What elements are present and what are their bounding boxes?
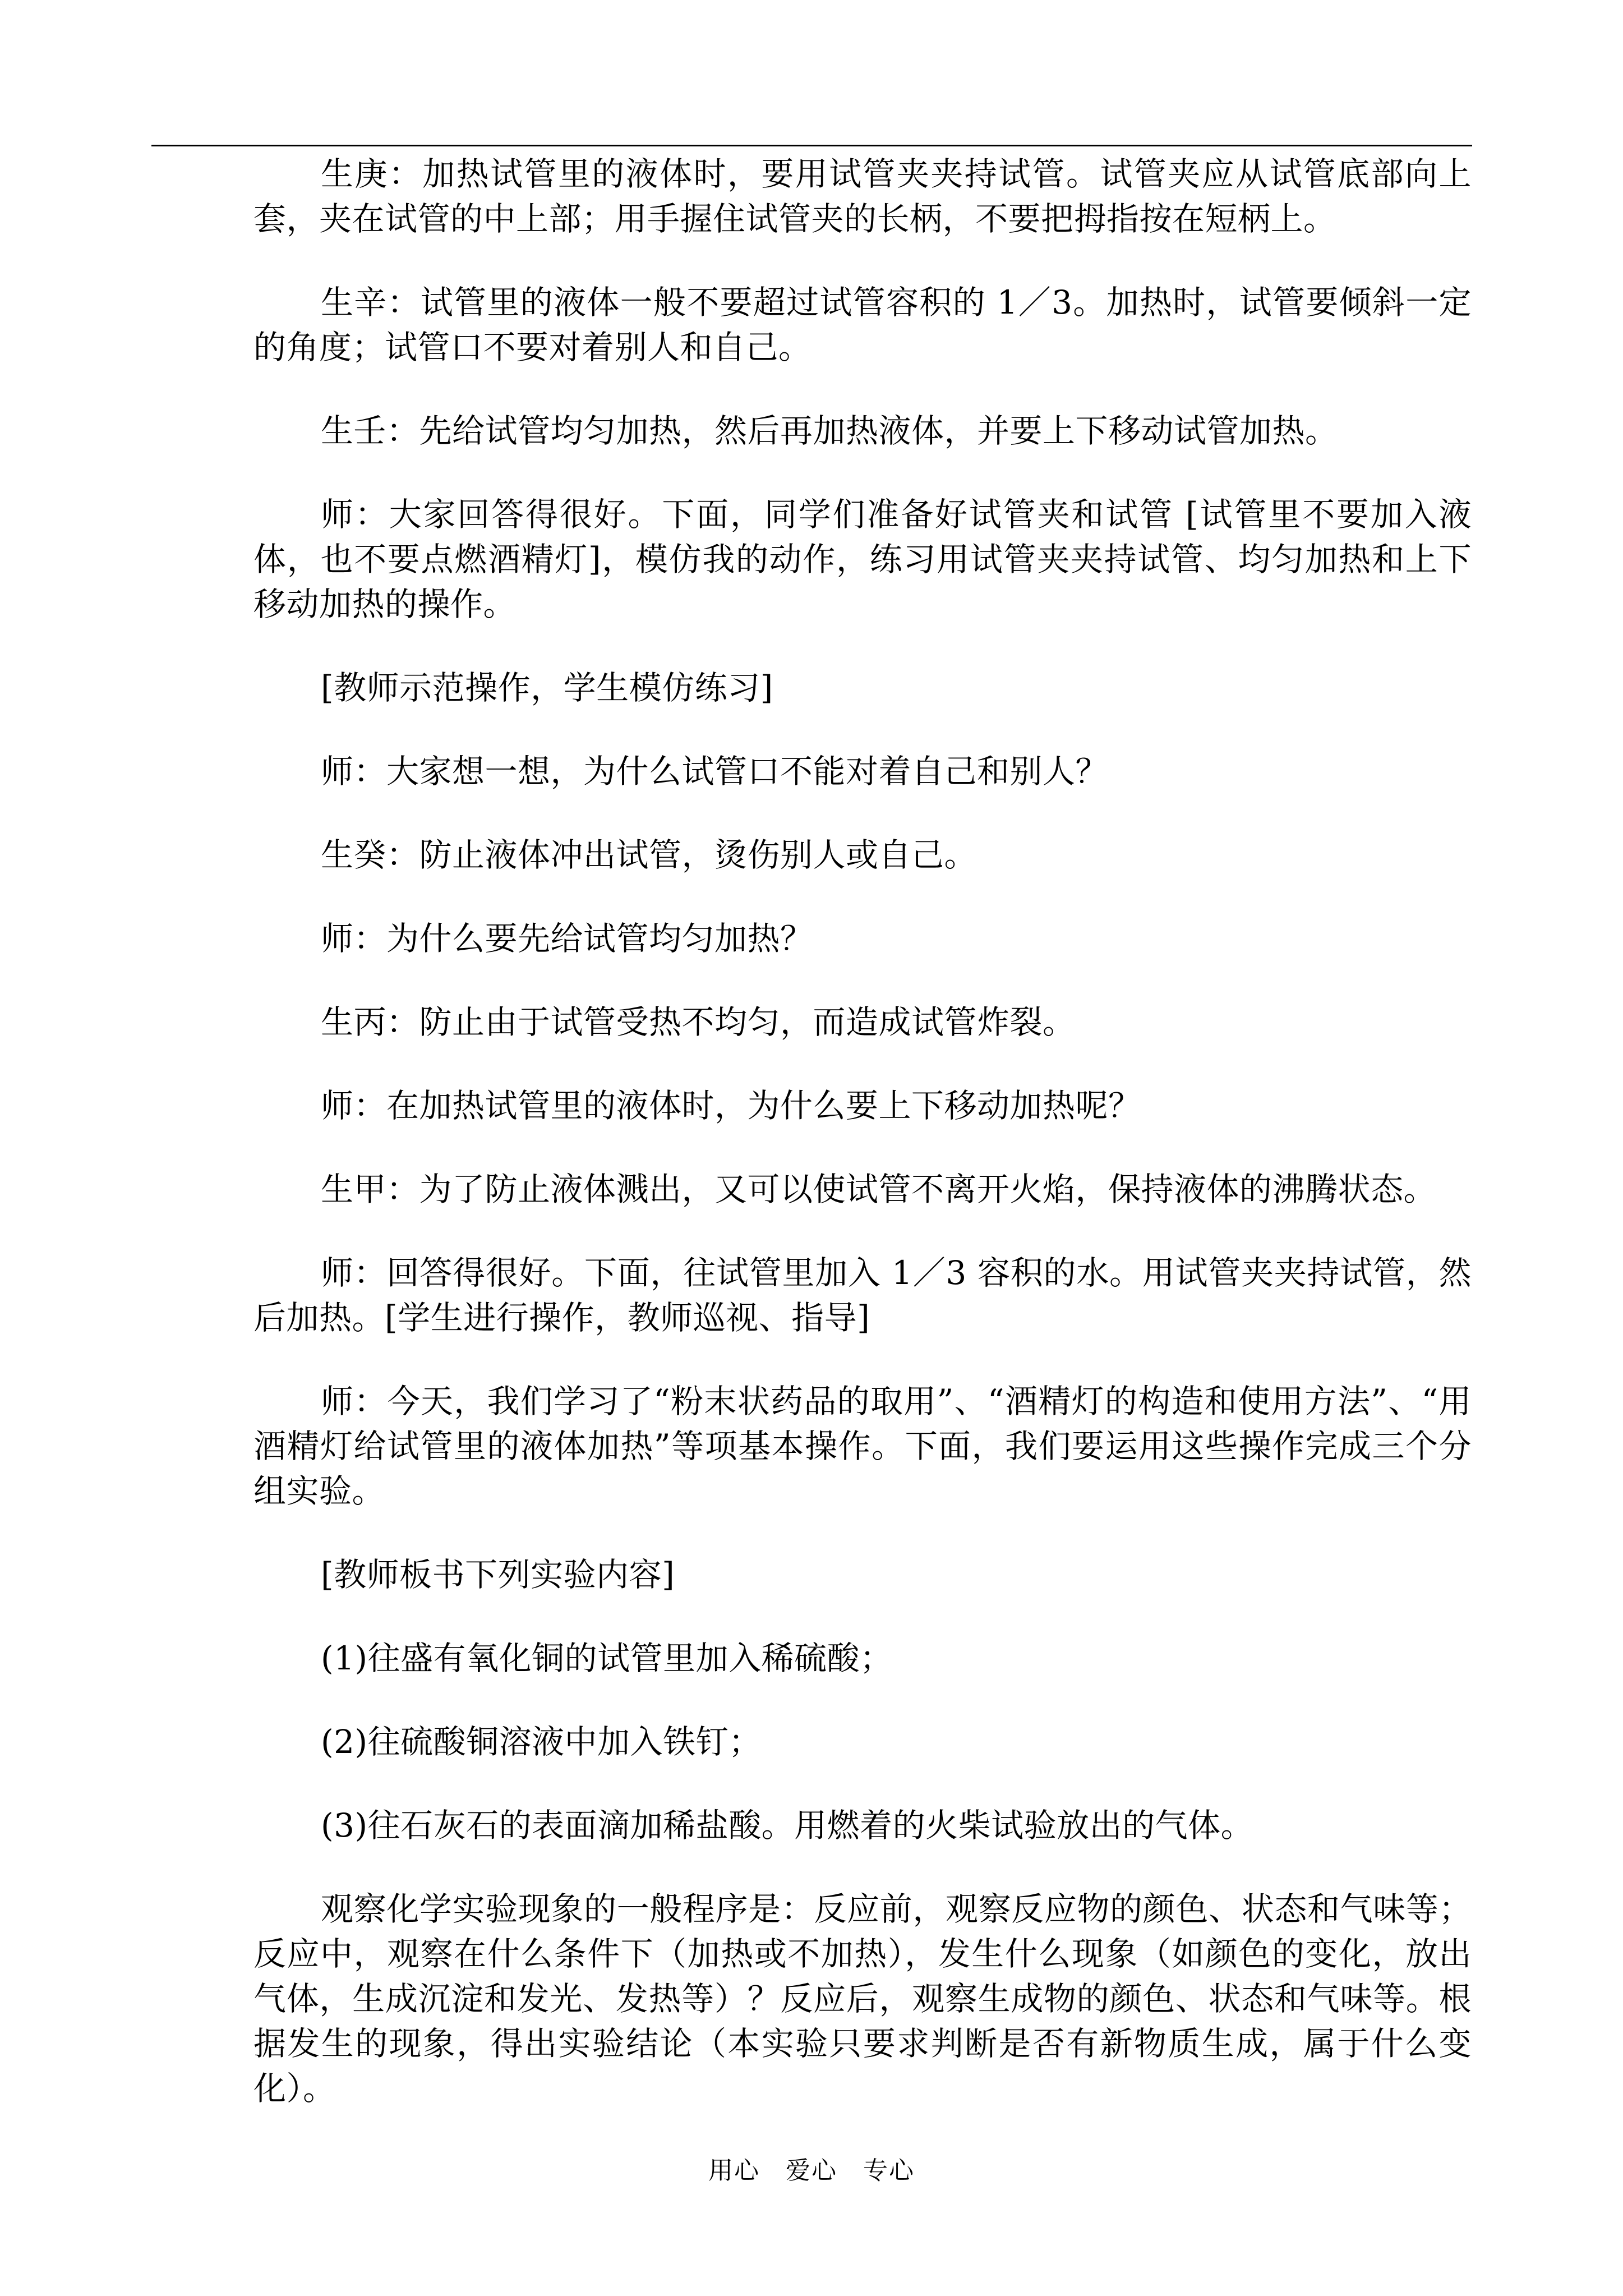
paragraph: 生甲：为了防止液体溅出，又可以使试管不离开火焰，保持液体的沸腾状态。 xyxy=(321,1170,1437,1208)
paragraph: 生癸：防止液体冲出试管，烫伤别人或自己。 xyxy=(321,836,978,874)
paragraph: (2)往硫酸铜溶液中加入铁钉； xyxy=(321,1723,762,1761)
paragraph: 生辛：试管里的液体一般不要超过试管容积的 1／3。加热时，试管要倾斜一定的角度；试管口不要对着别人和自己。 xyxy=(253,283,1472,366)
paragraph: 师：在加热试管里的液体时，为什么要上下移动加热呢？ xyxy=(321,1087,1141,1125)
paragraph: (3)往石灰石的表面滴加稀盐酸。用燃着的火柴试验放出的气体。 xyxy=(321,1806,1254,1844)
header-rule xyxy=(151,145,1472,146)
paragraph: 师：回答得很好。下面，往试管里加入 1／3 容积的水。用试管夹夹持试管，然后加热。[学生进行操作，教师巡视、指导] xyxy=(253,1254,1472,1337)
paragraph: 生壬：先给试管均匀加热，然后再加热液体，并要上下移动试管加热。 xyxy=(321,412,1338,450)
paragraph: 生庚：加热试管里的液体时，要用试管夹夹持试管。试管夹应从试管底部向上套，夹在试管的中上部；用手握住试管夹的长柄，不要把拇指按在短柄上。 xyxy=(253,155,1472,238)
paragraph: 师：大家想一想，为什么试管口不能对着自己和别人？ xyxy=(321,752,1109,790)
paragraph: 师：今天，我们学习了“粉末状药品的取用”、“酒精灯的构造和使用方法”、“用酒精灯给试管里的液体加热”等项基本操作。下面，我们要运用这些操作完成三个分组实验。 xyxy=(253,1382,1472,1510)
paragraph: 生丙：防止由于试管受热不均匀，而造成试管炸裂。 xyxy=(321,1003,1076,1041)
paragraph: [教师板书下列实验内容] xyxy=(321,1556,675,1594)
paragraph: 师：为什么要先给试管均匀加热？ xyxy=(321,919,813,958)
document-body xyxy=(253,151,1472,2150)
paragraph: (1)往盛有氧化铜的试管里加入稀硫酸； xyxy=(321,1639,893,1677)
paragraph: [教师示范操作，学生模仿练习] xyxy=(321,669,773,707)
page-footer: 用心 爱心 专心 xyxy=(708,2156,915,2185)
paragraph: 观察化学实验现象的一般程序是：反应前，观察反应物的颜色、状态和气味等；反应中，观察在什么条件下（加热或不加热），发生什么现象（如颜色的变化，放出气体，生成沉淀和发光、发热等）？反应后，观察生成物的颜色、状态和气味等。根据发生的现象，得出实验结论（本实验只要求判断是否有新物质生成，属于什么变化）。 xyxy=(253,1890,1472,2108)
paragraph: 师：大家回答得很好。下面，同学们准备好试管夹和试管 [试管里不要加入液体，也不要点燃酒精灯]，模仿我的动作，练习用试管夹夹持试管、均匀加热和上下移动加热的操作。 xyxy=(253,495,1472,623)
